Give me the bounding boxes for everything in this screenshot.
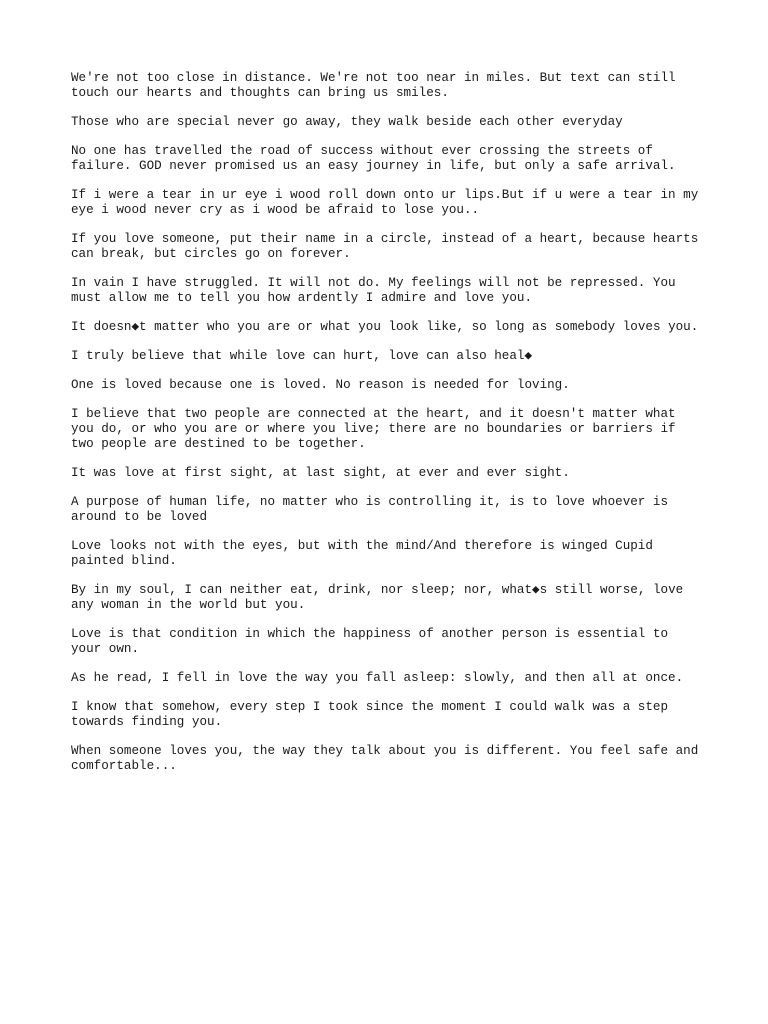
quote-paragraph-8: I truly believe that while love can hurt, love can also heal◆ [71, 349, 533, 363]
quote-paragraph-6: In vain I have struggled. It will not do. My feelings will not be repressed. You must allow me to tell you how ardently I admire and love you. [71, 276, 676, 305]
quote-paragraph-5: If you love someone, put their name in a circle, instead of a heart, because hearts can break, but circles go on forever. [71, 232, 699, 261]
quote-paragraph-15: Love is that condition in which the happiness of another person is essential to your own. [71, 627, 669, 656]
quote-paragraph-13: Love looks not with the eyes, but with the mind/And therefore is winged Cupid painted blind. [71, 539, 653, 568]
document-page [71, 71, 703, 788]
quote-paragraph-12: A purpose of human life, no matter who is controlling it, is to love whoever is around to be loved [71, 495, 669, 524]
quote-paragraph-10: I believe that two people are connected at the heart, and it doesn't matter what you do, or who you are or where you live; there are no boundaries or barriers if two people are destined to be together. [71, 407, 676, 451]
quote-paragraph-3: No one has travelled the road of success without ever crossing the streets of failure. GOD never promised us an easy journey in life, but only a safe arrival. [71, 144, 676, 173]
quote-paragraph-17: I know that somehow, every step I took since the moment I could walk was a step towards finding you. [71, 700, 669, 729]
quote-paragraph-14: By in my soul, I can neither eat, drink, nor sleep; nor, what◆s still worse, love any woman in the world but you. [71, 583, 684, 612]
quote-paragraph-2: Those who are special never go away, they walk beside each other everyday [71, 115, 623, 129]
quote-paragraph-9: One is loved because one is loved. No reason is needed for loving. [71, 378, 570, 392]
quote-paragraph-16: As he read, I fell in love the way you fall asleep: slowly, and then all at once. [71, 671, 684, 685]
quote-paragraph-4: If i were a tear in ur eye i wood roll down onto ur lips.But if u were a tear in my eye i wood never cry as i wood be afraid to lose you.. [71, 188, 699, 217]
quote-paragraph-1: We're not too close in distance. We're not too near in miles. But text can still touch our hearts and thoughts can bring us smiles. [71, 71, 676, 100]
quote-paragraph-18: When someone loves you, the way they talk about you is different. You feel safe and comfortable... [71, 744, 699, 773]
quote-paragraph-11: It was love at first sight, at last sight, at ever and ever sight. [71, 466, 570, 480]
quote-paragraph-7: It doesn◆t matter who you are or what you look like, so long as somebody loves you. [71, 320, 699, 334]
